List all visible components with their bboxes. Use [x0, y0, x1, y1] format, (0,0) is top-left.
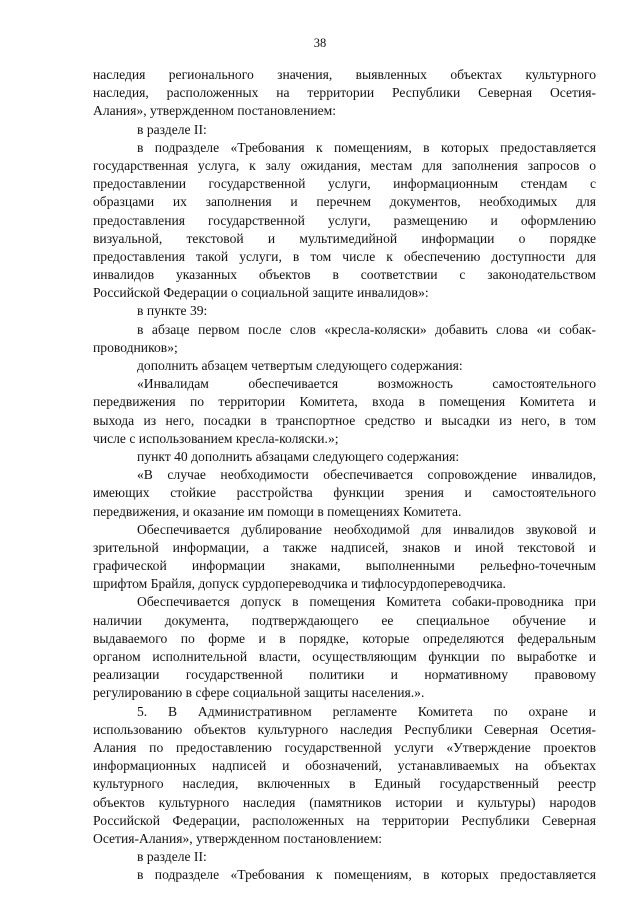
text-line: выдаваемого по форме и в порядке, которые определяются федеральным: [93, 630, 596, 646]
text-line: наследия, расположенных на территории Республики Северная Осетия-: [93, 85, 596, 101]
text-line: Российской Федерации, расположенных на территории Республики Северная: [93, 812, 596, 828]
text-line: имеющих стойкие расстройства функции зрения и самостоятельного: [93, 485, 596, 501]
text-line: предоставления государственной услуги, размещению и оформлению: [93, 212, 596, 228]
text-line: органом исполнительной власти, осуществляющим функции по выработке и: [93, 649, 596, 664]
text-line: дополнить абзацем четвертым следующего содержания:: [137, 358, 463, 373]
text-line: предоставлении государственной услуги, информационным стендам с: [93, 176, 596, 192]
text-line: выхода из него, посадки в транспортное средство и высадки из него, в том: [93, 412, 596, 428]
text-line: визуальной, текстовой и мультимедийной информации о порядке: [93, 230, 596, 246]
text-line: Осетия-Алания», утвержденном постановлением:: [93, 830, 383, 846]
text-line: передвижения по территории Комитета, входа в помещения Комитета и: [93, 394, 596, 410]
text-line: графической информации знаками, выполненными рельефно-точечным: [93, 558, 596, 574]
text-line: образцами их заполнения и перечнем документов, необходимых для: [93, 194, 596, 210]
text-line: Обеспечивается допуск в помещения Комитета собаки-проводника при: [137, 594, 596, 610]
text-line: передвижения, и оказание им помощи в помещениях Комитета.: [93, 503, 462, 519]
text-line: зрительной информации, а также надписей, знаков и иной текстовой и: [93, 539, 596, 555]
text-line: культурного наследия, включенных в Единый государственный реестр: [93, 776, 596, 792]
text-line: наследия регионального значения, выявленных объектах культурного: [93, 67, 596, 82]
text-line: информационных надписей и обозначений, устанавливаемых на объектах: [93, 758, 596, 774]
text-line: Алания по предоставлению государственной услуги «Утверждение проектов: [93, 739, 596, 755]
text-line: в подразделе «Требования к помещениям, в которых предоставляется: [137, 867, 596, 883]
text-line: пункт 40 дополнить абзацами следующего содержания:: [137, 448, 460, 464]
text-line: в пункте 39:: [137, 303, 208, 319]
text-line: предоставления такой услуги, в том числе к обеспечению доступности для: [93, 248, 596, 264]
text-line: в абзаце первом после слов «кресла-коляски» добавить слова «и собак-: [137, 321, 596, 337]
text-line: наличии документа, подтверждающего ее специальное обучение и: [93, 612, 596, 628]
text-line: «В случае необходимости обеспечивается сопровождение инвалидов,: [137, 467, 596, 483]
document-body: [93, 66, 596, 884]
text-line: в разделе II:: [137, 849, 207, 865]
text-line: реализации государственной политики и нормативному правовому: [93, 667, 596, 683]
text-line: шрифтом Брайля, допуск сурдопереводчика и тифлосурдопереводчика.: [93, 576, 506, 592]
text-line: в подразделе «Требования к помещениям, в которых предоставляется: [137, 139, 596, 155]
text-line: Алания», утвержденном постановлением:: [93, 103, 337, 119]
text-line: Обеспечивается дублирование необходимой для инвалидов звуковой и: [137, 521, 596, 537]
text-line: Российской Федерации о социальной защите инвалидов»:: [93, 285, 429, 301]
text-line: «Инвалидам обеспечивается возможность самостоятельного: [137, 376, 596, 392]
text-line: в разделе II:: [137, 121, 207, 137]
text-line: использованию объектов культурного наследия Республики Северная Осетия-: [93, 721, 596, 737]
text-line: регулированию в сфере социальной защиты населения.».: [93, 685, 425, 701]
text-line: объектов культурного наследия (памятников истории и культуры) народов: [93, 794, 596, 810]
text-line: числе с использованием кресла-коляски.»;: [93, 430, 339, 446]
text-line: инвалидов указанных объектов в соответствии с законодательством: [93, 267, 596, 283]
page-number: 38: [313, 36, 327, 50]
text-line: государственная услуга, к залу ожидания, местам для заполнения запросов о: [93, 157, 596, 173]
text-line: проводников»;: [93, 339, 178, 355]
text-line: 5. В Административном регламенте Комитета по охране и: [137, 703, 596, 719]
